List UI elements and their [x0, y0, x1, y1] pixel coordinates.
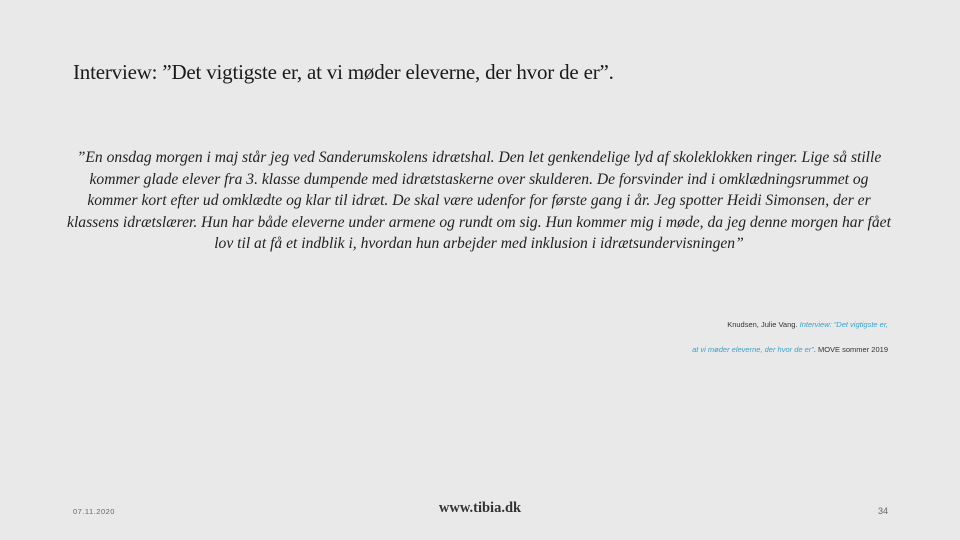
interview-quote: ”En onsdag morgen i maj står jeg ved Sanderumskolens idrætshal. Den let genkendelige lyd af skoleklokken ringer. Lige så stille kommer glade elever fra 3. klasse dumpende med idrætstaskerne over skulderen. De forsvinder ind i omklædningsrummet og kommer kort efter ud omklædte og klar til idræt. De skal være udenfor for første gang i år. Jeg spotter Heidi Simonsen, der er klassens idrætslærer. Hun har både eleverne under armene og rundt om sig. Hun kommer mig i møde, da jeg denne morgen har fået lov til at få et indblik i, hvordan hun arbejder med inklusion i idrætsundervisningen” — [67, 149, 891, 253]
reference-link-part-1[interactable]: Interview: ”Det vigtigste er, — [799, 320, 888, 329]
reference-line-2 — [328, 345, 888, 355]
page-number: 34 — [877, 506, 888, 516]
reference-line-1 — [328, 320, 888, 330]
reference-source: . MOVE sommer 2019 — [813, 345, 888, 354]
footer-date: 07.11.2020 — [73, 507, 115, 516]
reference-link-part-2[interactable]: at vi møder eleverne, der hvor de er” — [692, 345, 814, 354]
slide-title: Interview: ”Det vigtigste er, at vi møder eleverne, der hvor de er”. — [73, 60, 614, 84]
footer-website[interactable]: www.tibia.dk — [438, 500, 522, 516]
reference-author: Knudsen, Julie Vang. — [727, 320, 800, 329]
